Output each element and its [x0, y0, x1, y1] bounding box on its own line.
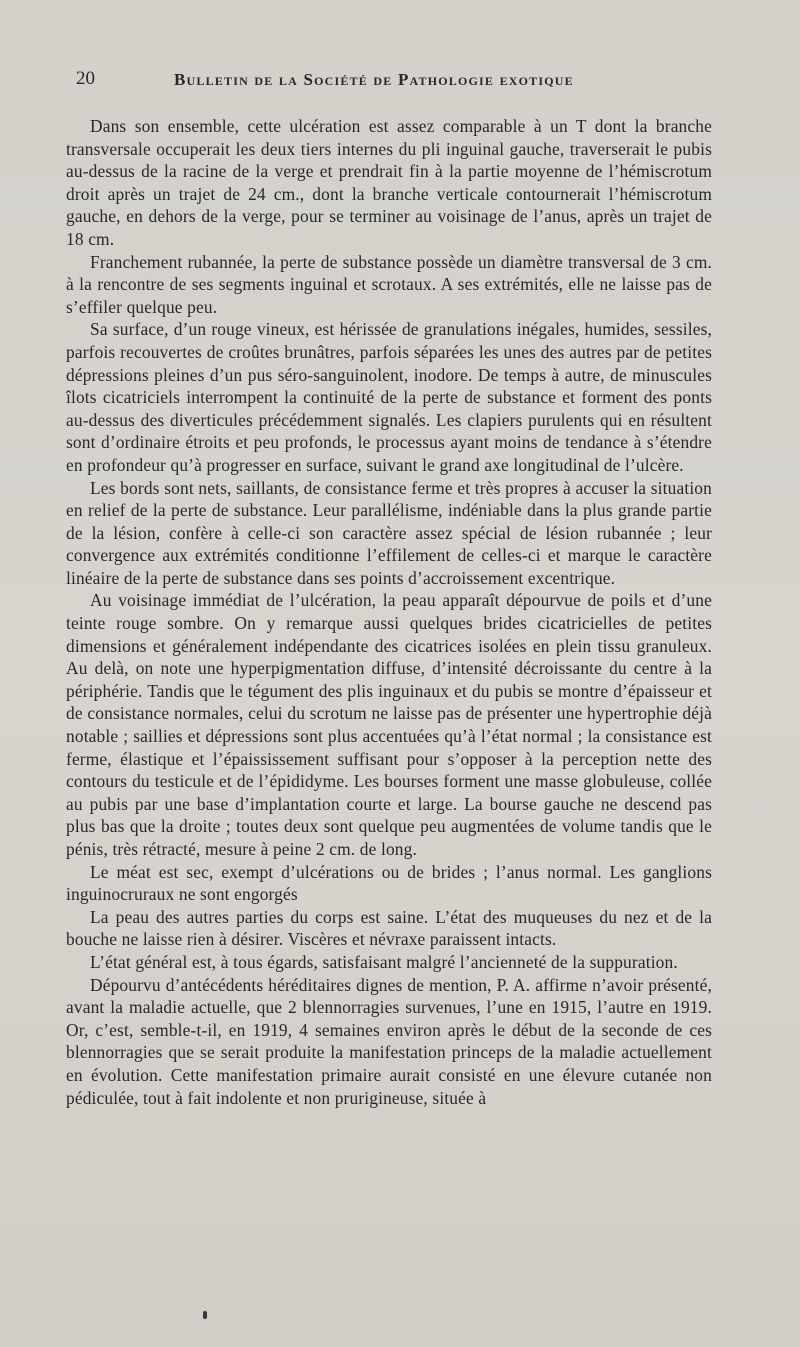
journal-title: Bulletin de la Société de Pathologie exotique [174, 70, 574, 89]
paragraph-history: Dépourvu d’antécédents héréditaires dignes de mention, P. A. affirme n’avoir présenté, avant la maladie actuelle, que 2 blennorragies survenues, l’une en 1915, l’autre en 1919. Or, c’est, semble-t-il, en 1919, 4 semaines environ après le début de la seconde de ces blennorragies que se serait produite la manifestation princeps de la maladie actuellement en évolution. Cette manifestation primaire aurait consisté en une élevure cutanée non pédiculée, tout à fait indolente et non prurigineuse, située à [66, 974, 712, 1108]
paragraph-surrounding-skin: Au voisinage immédiat de l’ulcération, la peau apparaît dépourvue de poils et d’une teinte rouge sombre. On y remarque aussi quelques brides cicatricielles de petites dimensions et généralement indépendante des cicatrices isolées en plein tissu granuleux. Au delà, on note une hyperpigmentation diffuse, d’intensité décroissante du centre à la périphérie. Tandis que le tégument des plis inguinaux et du pubis se montre d’épaisseur et de consistance normales, celui du scrotum ne laisse pas de présenter une hypertrophie déjà notable ; saillies et dépressions sont plus accentuées qu’à l’état normal ; la consistance est ferme, élastique et l’épaississement suffisant pour s’opposer à la perception nette des contours du testicule et de l’épididyme. Les bourses forment une masse globuleuse, collée au pubis par une base d’implantation courte et large. La bourse gauche ne descend pas plus bas que la droite ; toutes deux sont quelque peu augmentées de volume tandis que le pénis, très rétracté, mesure à peine 2 cm. de long. [66, 590, 712, 859]
paragraph-general-state: L’état général est, à tous égards, satisfaisant malgré l’ancienneté de la suppuration. [90, 951, 678, 972]
ink-speck [203, 1311, 207, 1319]
running-header [70, 68, 730, 98]
paragraph-ulcer-surface: Sa surface, d’un rouge vineux, est hérissée de granulations inégales, humides, sessiles, parfois recouvertes de croûtes brunâtres, parfois séparées les unes des autres par de petites dépressions pleines d’un pus séro-sanguinolent, inodore. De temps à autre, de minuscules îlots cicatriciels interrompent la continuité de la perte de substance et forment des ponts au-dessus des diverticules précédemment signalés. Les clapiers purulents qui en résultent sont d’ordinaire étroits et peu profonds, le processus ayant moins de tendance à s’étendre en profondeur qu’à progresser en surface, suivant le grand axe longitudinal de l’ulcère. [66, 319, 712, 475]
paragraph-ulcer-edges: Les bords sont nets, saillants, de consistance ferme et très propres à accuser la situation en relief de la perte de substance. Leur parallélisme, indéniable dans la plus grande partie de la lésion, confère à celle-ci son caractère assez spécial de lésion rubannée ; leur convergence aux extrémités conditionne l’effilement de celles-ci et marque le caractère linéaire de la perte de substance dans ses points d’accroissement excentrique. [66, 477, 712, 588]
paragraph-ulcer-shape: Dans son ensemble, cette ulcération est assez comparable à un T dont la branche transversale occuperait les deux tiers internes du pli inguinal gauche, traverserait le pubis au-dessus de la racine de la verge et prendrait fin à la partie moyenne de l’hémiscrotum droit après un trajet de 24 cm., dont la branche verticale contournerait l’hémiscrotum gauche, en dehors de la verge, pour se terminer au voisinage de l’anus, après un trajet de 18 cm. [66, 116, 712, 249]
paragraph-ulcer-width: Franchement rubannée, la perte de substance possède un diamètre transversal de 3 cm. à la rencontre de ses segments inguinal et scrotaux. A ses extrémités, elle ne laisse pas de s’effiler quelque peu. [66, 251, 712, 317]
page-number: 20 [76, 68, 95, 89]
paragraph-other-skin: La peau des autres parties du corps est saine. L’état des muqueuses du nez et de la bouche ne laisse rien à désirer. Viscères et névraxe paraissent intacts. [66, 906, 712, 950]
paragraph-meatus-anus: Le méat est sec, exempt d’ulcérations ou de brides ; l’anus normal. Les ganglions inguinocruraux ne sont engorgés [66, 861, 712, 905]
article-body [66, 115, 712, 1109]
